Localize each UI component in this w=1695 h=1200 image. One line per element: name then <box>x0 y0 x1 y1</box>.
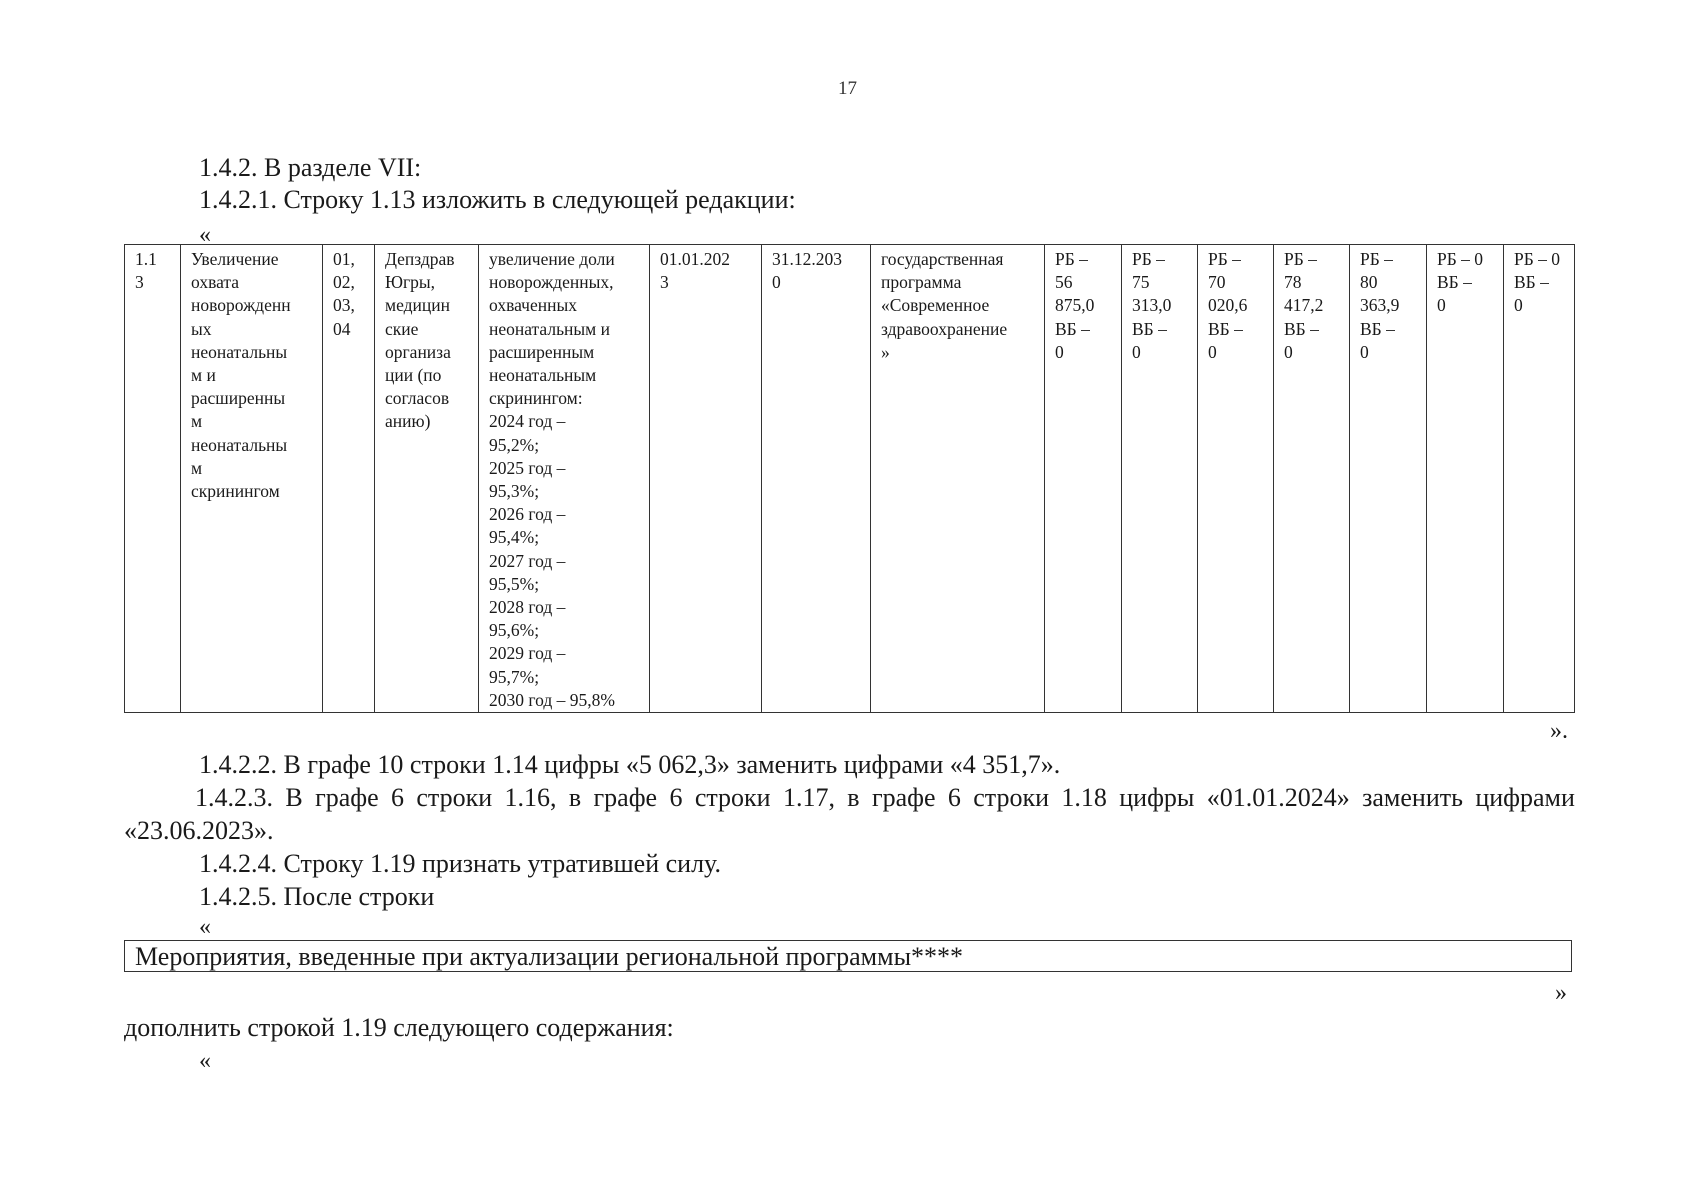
word: 6 <box>669 783 683 812</box>
word: 1.18 <box>1061 783 1107 812</box>
close-quote-box: » <box>1555 980 1567 1006</box>
paragraph-1-4-2-2: 1.4.2.2. В графе 10 строки 1.14 цифры «5 062,3» заменить цифрами «4 351,7». <box>199 750 1061 779</box>
open-quote-final: « <box>199 1048 211 1074</box>
word: 6 <box>391 783 405 812</box>
cell-task-numbers: 01, 02, 03, 04 <box>323 245 375 713</box>
paragraph-1-4-2-4: 1.4.2.4. Строку 1.19 признать утратившей силу. <box>199 849 721 878</box>
word: графе <box>871 783 936 812</box>
close-quote-table: ». <box>1550 718 1568 744</box>
open-quote: « <box>199 222 211 248</box>
cell-funding-2029: РБ – 0 ВБ – 0 <box>1427 245 1504 713</box>
word: цифрами <box>1475 783 1575 812</box>
word: В <box>285 783 303 812</box>
word: строки <box>416 783 493 812</box>
page-number: 17 <box>838 78 857 99</box>
paragraph-1-4-2-5: 1.4.2.5. После строки <box>199 882 435 911</box>
cell-funding-2030: РБ – 0 ВБ – 0 <box>1504 245 1575 713</box>
table-row <box>125 245 1575 713</box>
open-quote-box: « <box>199 914 211 940</box>
section-heading: 1.4.2. В разделе VII: <box>199 153 422 182</box>
word: цифры <box>1119 783 1195 812</box>
word: 6 <box>947 783 961 812</box>
cell-funding-2025: РБ – 75 313,0 ВБ – 0 <box>1122 245 1198 713</box>
cell-responsible: Депздрав Югры, медицин ские организа ции (по согласов анию) <box>375 245 479 713</box>
word: в <box>847 783 860 812</box>
measures-table <box>124 244 1574 712</box>
cell-program: государственная программа «Современное здравоохранение » <box>871 245 1045 713</box>
word: строки <box>973 783 1050 812</box>
word: строки <box>694 783 771 812</box>
paragraph-1-4-2-3-line1 <box>195 782 1575 814</box>
subsection-heading: 1.4.2.1. Строку 1.13 изложить в следующей редакции: <box>199 185 796 214</box>
word: 1.17, <box>782 783 835 812</box>
measures-section-row <box>124 940 1572 972</box>
cell-funding-2024: РБ – 56 875,0 ВБ – 0 <box>1045 245 1122 713</box>
word: графе <box>593 783 658 812</box>
cell-measure-name: Увеличение охвата новорожденн ых неонатальны м и расширенны м неонатальны м скринингом <box>181 245 323 713</box>
cell-row-number: 1.1 3 <box>125 245 181 713</box>
word: 1.4.2.3. <box>195 783 273 812</box>
word: графе <box>315 783 379 812</box>
paragraph-append-row: дополнить строкой 1.19 следующего содержания: <box>124 1013 674 1042</box>
word: 1.16, <box>504 783 557 812</box>
section-row-label: Мероприятия, введенные при актуализации региональной программы**** <box>135 942 964 971</box>
word: «01.01.2024» <box>1206 783 1350 812</box>
word: заменить <box>1362 783 1463 812</box>
cell-result: увеличение доли новорожденных, охваченных неонатальным и расширенным неонатальным скринингом: 2024 год – 95,2%; 2025 год – 95,3%; 2026 год – 95,4%; 2027 год – 95,5%; 2028 год – 95,6%; 2029 год – 95,7%; 2030 год – 95,8% <box>479 245 650 713</box>
paragraph-1-4-2-3-line2: «23.06.2023». <box>124 816 274 845</box>
cell-start-date: 01.01.202 3 <box>650 245 762 713</box>
cell-funding-2027: РБ – 78 417,2 ВБ – 0 <box>1274 245 1350 713</box>
cell-funding-2028: РБ – 80 363,9 ВБ – 0 <box>1350 245 1427 713</box>
word: в <box>568 783 582 812</box>
cell-end-date: 31.12.203 0 <box>762 245 871 713</box>
cell-funding-2026: РБ – 70 020,6 ВБ – 0 <box>1198 245 1274 713</box>
